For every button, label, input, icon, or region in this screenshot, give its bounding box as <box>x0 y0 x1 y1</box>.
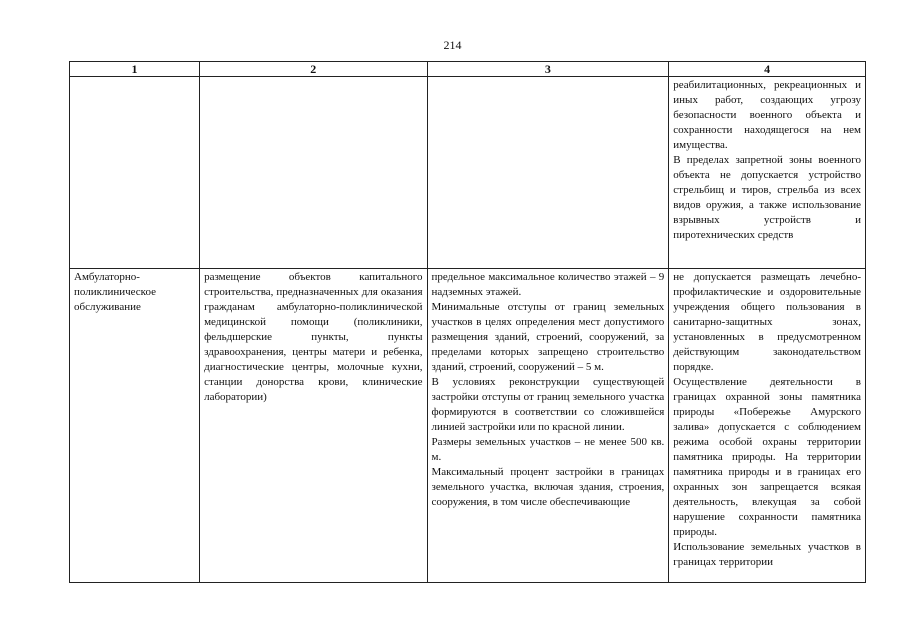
paragraph: Минимальные отступы от границ земельных участков в целях определения мест допустимого размещения зданий, строений, сооружений, за пределами которых запрещено строительство зданий, строений, сооружений – 5 м. <box>431 301 665 373</box>
column-header-1: 1 <box>70 62 200 77</box>
cell-empty-col3 <box>427 77 669 269</box>
column-header-2: 2 <box>200 62 427 77</box>
cell-restrictions <box>669 269 866 583</box>
paragraph: В пределах запретной зоны военного объекта не допускается устройство стрельбищ и тиров, стрельба из всех видов оружия, а также использование взрывных устройств и пиротехнических средств <box>673 154 861 241</box>
regulations-table <box>69 61 866 583</box>
paragraph: Размеры земельных участков – не менее 500 кв. м. <box>431 436 665 463</box>
table-row-outpatient <box>70 269 866 583</box>
cell-empty-col1 <box>70 77 200 269</box>
cell-use-type: Амбулаторно-поликлиническое обслуживание <box>70 269 200 583</box>
column-header-3: 3 <box>427 62 669 77</box>
paragraph: предельное максимальное количество этажей – 9 надземных этажей. <box>431 271 665 298</box>
paragraph: Осуществление деятельности в границах охранной зоны памятника природы «Побережье Амурского залива» допускается с соблюдением режима особой охраны территории памятника природы. На территории памятника природы и в границах его охранных зон запрещается всякая деятельность, влекущая за собой нарушение сохранности памятника природы. <box>673 376 861 538</box>
cell-restrictions-continued <box>669 77 866 269</box>
cell-empty-col2 <box>200 77 427 269</box>
page-number: 214 <box>443 38 462 52</box>
table-header-row <box>70 62 866 77</box>
cell-use-description: размещение объектов капитального строительства, предназначенных для оказания гражданам амбулаторно-поликлинической медицинской помощи (поликлиники, фельдшерские пункты, пункты здравоохранения, центры матери и ребенка, диагностические центры, молочные кухни, станции донорства крови, клинические лаборатории) <box>200 269 427 583</box>
paragraph: не допускается размещать лечебно-профилактические и оздоровительные учреждения общего пользования в санитарно-защитных зонах, установленных в предусмотренном действующим законодательством порядке. <box>673 271 861 373</box>
column-header-4: 4 <box>669 62 866 77</box>
paragraph: В условиях реконструкции существующей застройки отступы от границ земельного участка формируются в соответствии со сложившейся линией застройки или по красной линии. <box>431 376 665 433</box>
table-row-continued <box>70 77 866 269</box>
cell-parameters <box>427 269 669 583</box>
paragraph: Использование земельных участков в границах территории <box>673 541 861 568</box>
paragraph: Максимальный процент застройки в границах земельного участка, включая здания, строения, сооружения, в том числе обеспечивающие <box>431 466 665 508</box>
paragraph: реабилитационных, рекреационных и иных работ, создающих угрозу безопасности военного объекта и сохранности находящегося на нем имущества. <box>673 79 861 151</box>
